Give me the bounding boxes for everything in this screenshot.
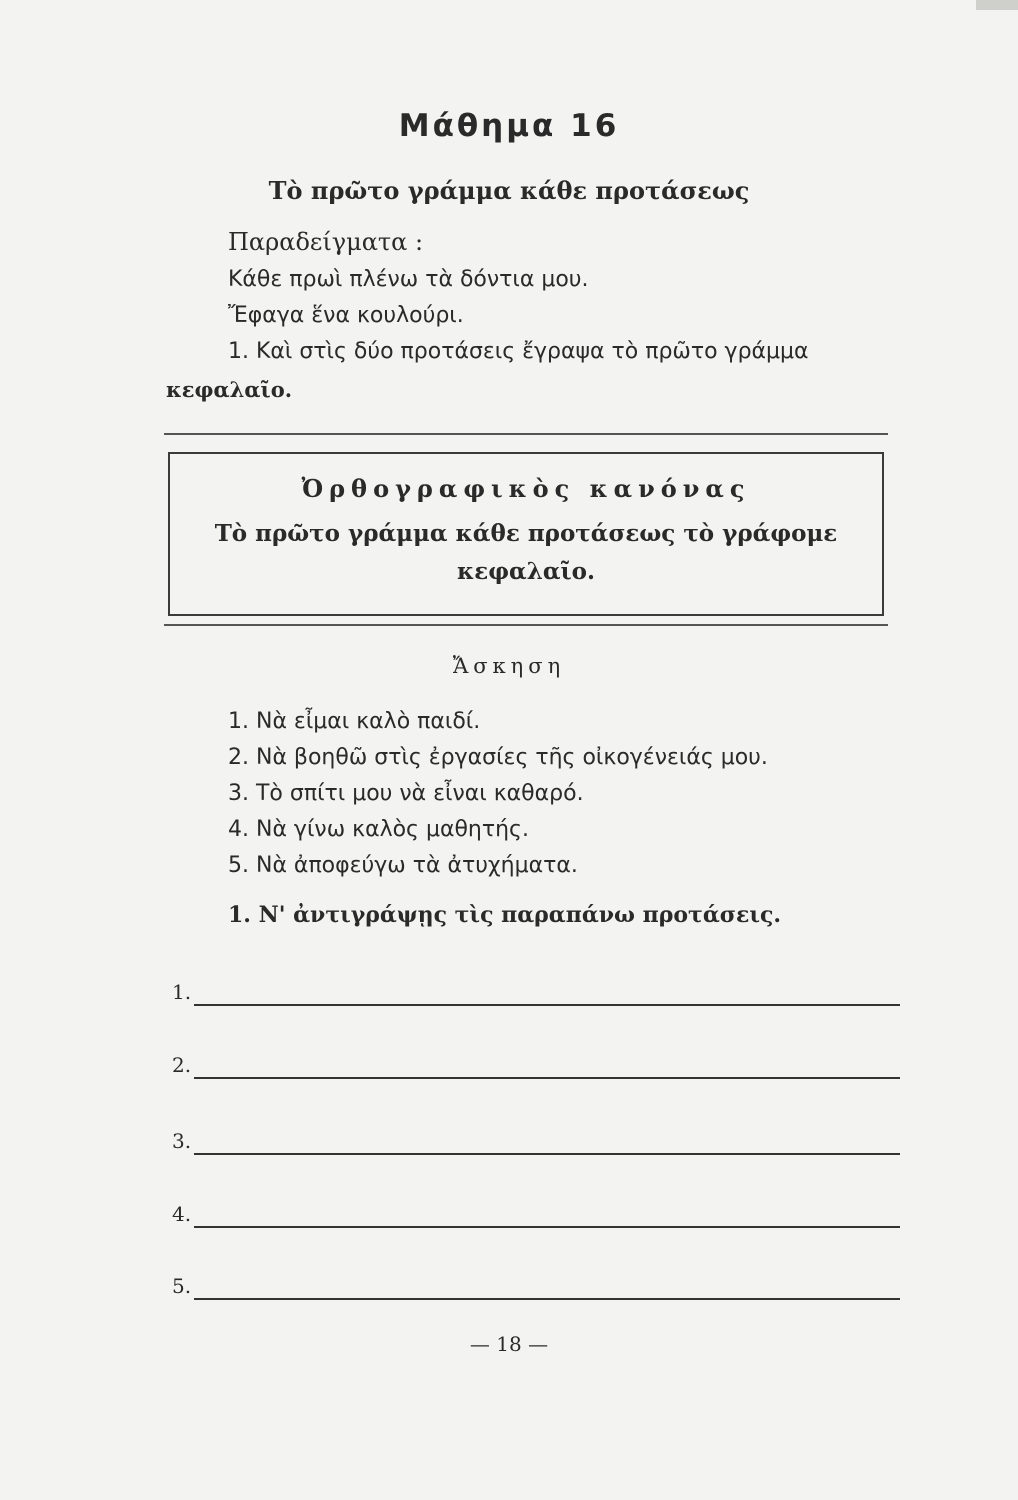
rule-box-bottom-line bbox=[164, 624, 888, 626]
writing-line-number: 1. bbox=[172, 980, 192, 1004]
example-note-continuation: κεφαλαῖο. bbox=[166, 377, 293, 402]
spelling-rule-heading: Ὀρθογραφικὸς κανόνας bbox=[301, 474, 751, 503]
lesson-subtitle: Τὸ πρῶτο γράμμα κάθε προτάσεως bbox=[268, 176, 750, 205]
writing-line[interactable] bbox=[172, 1121, 900, 1155]
scan-edge-mark bbox=[976, 0, 1018, 10]
writing-line-number: 2. bbox=[172, 1053, 192, 1077]
rule-box-top-line bbox=[164, 433, 888, 435]
writing-line[interactable] bbox=[172, 1045, 900, 1079]
exercise-instruction: 1. Ν' ἀντιγράψῃς τὶς παραπάνω προτάσεις. bbox=[228, 902, 782, 928]
writing-line-rule bbox=[194, 1298, 900, 1300]
writing-line-rule bbox=[194, 1226, 900, 1228]
example-line: Κάθε πρωὶ πλένω τὰ δόντια μου. bbox=[228, 267, 589, 292]
writing-line-rule bbox=[194, 1077, 900, 1079]
examples-label: Παραδείγματα : bbox=[228, 228, 424, 256]
writing-line-rule bbox=[194, 1004, 900, 1006]
writing-line-rule bbox=[194, 1153, 900, 1155]
example-line: Ἔφαγα ἕνα κουλούρι. bbox=[228, 303, 464, 328]
exercise-item: 1. Νὰ εἶμαι καλὸ παιδί. bbox=[228, 709, 481, 734]
writing-line-number: 3. bbox=[172, 1129, 192, 1153]
writing-line[interactable] bbox=[172, 972, 900, 1006]
exercise-item: 4. Νὰ γίνω καλὸς μαθητής. bbox=[228, 817, 529, 842]
page-number: — 18 — bbox=[469, 1332, 549, 1356]
exercise-item: 2. Νὰ βοηθῶ στὶς ἐργασίες τῆς οἰκογένειάς μου. bbox=[228, 745, 768, 770]
exercise-heading: Ἄσκηση bbox=[452, 654, 566, 678]
writing-line-number: 5. bbox=[172, 1274, 192, 1298]
lesson-title: Μάθημα 16 bbox=[398, 108, 620, 144]
writing-line[interactable] bbox=[172, 1266, 900, 1300]
example-note: 1. Καὶ στὶς δύο προτάσεις ἔγραψα τὸ πρῶτο γράμμα bbox=[228, 339, 809, 364]
spelling-rule-text-continuation: κεφαλαῖο. bbox=[456, 558, 596, 585]
writing-line[interactable] bbox=[172, 1194, 900, 1228]
writing-line-number: 4. bbox=[172, 1202, 192, 1226]
spelling-rule-text: Τὸ πρῶτο γράμμα κάθε προτάσεως τὸ γράφομε bbox=[214, 520, 838, 547]
exercise-item: 3. Τὸ σπίτι μου νὰ εἶναι καθαρό. bbox=[228, 781, 584, 806]
exercise-item: 5. Νὰ ἀποφεύγω τὰ ἀτυχήματα. bbox=[228, 853, 578, 878]
